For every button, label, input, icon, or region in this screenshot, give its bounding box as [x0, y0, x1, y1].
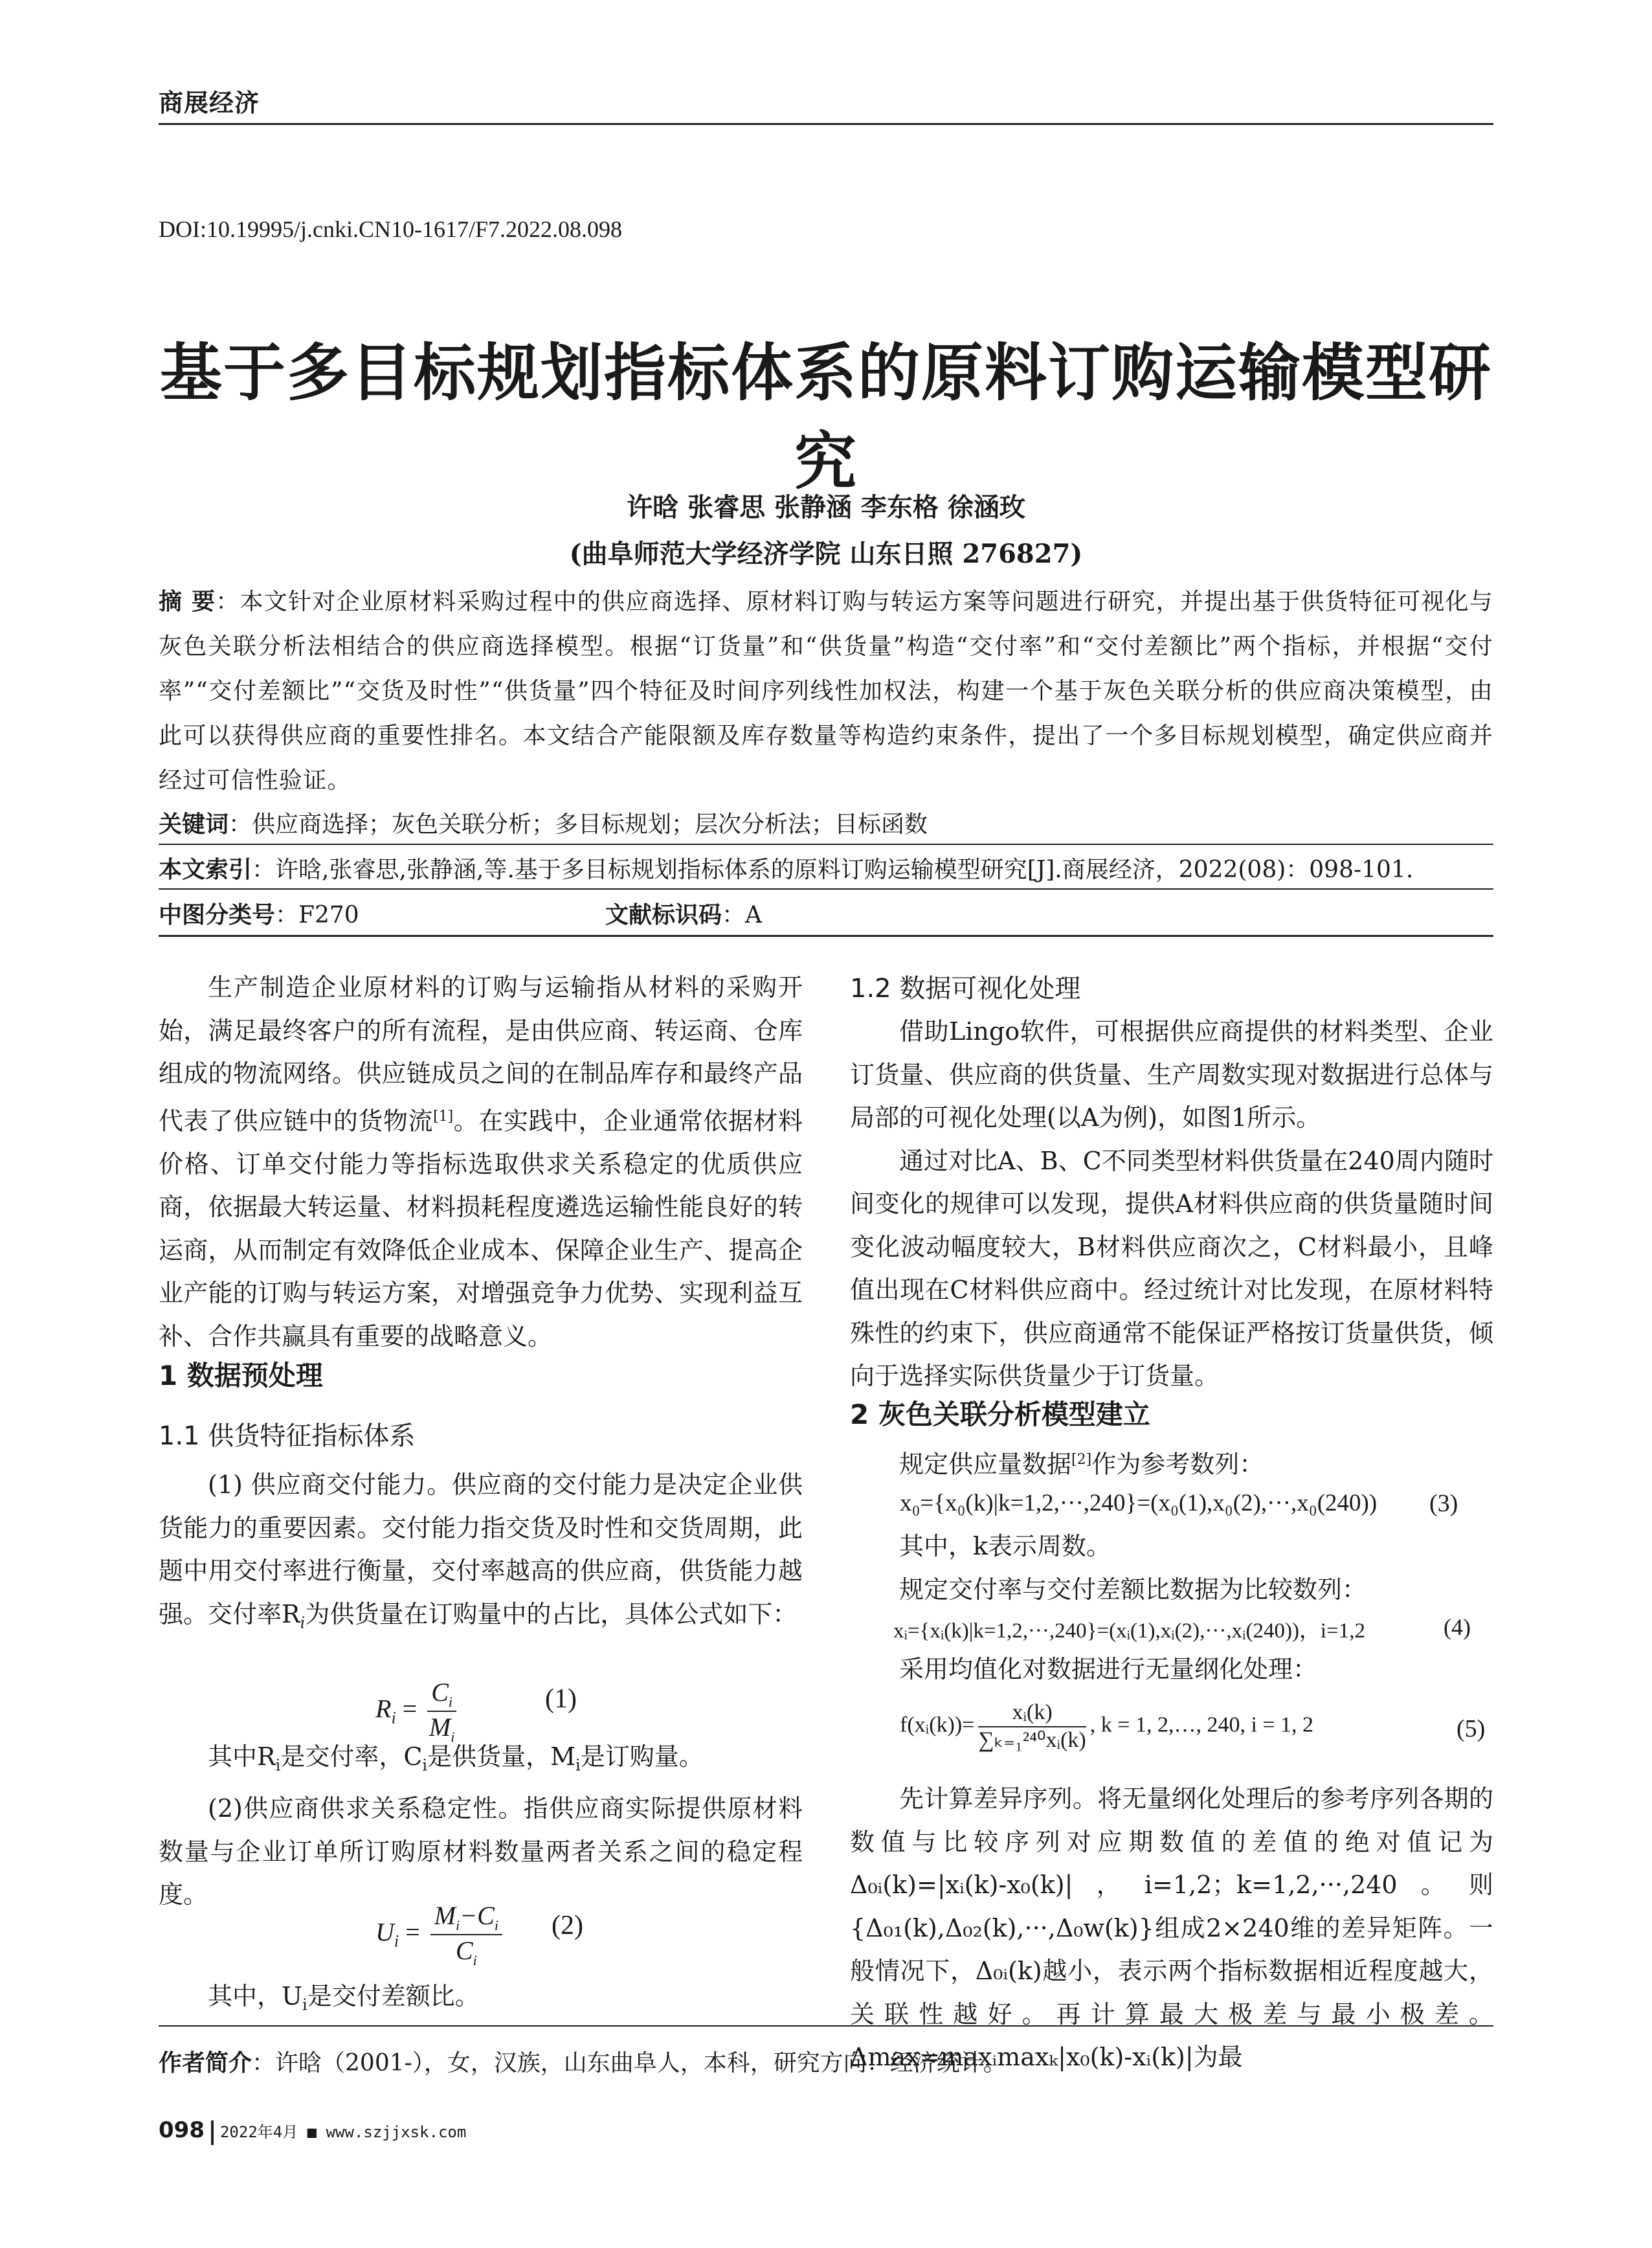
- abstract-text: ：本文针对企业原材料采购过程中的供应商选择、原材料订购与转运方案等问题进行研究，并提出基于供货特征可视化与灰色关联分析法相结合的供应商选择模型。根据“订货量”和“供货量”构造“交付率”和“交付差额比”两个指标，并根据“交付率”“交付差额比”“交货及时性”“供货量”四个特征及时间序列线性加权法，构建一个基于灰色关联分析的供应商决策模型，由此可以获得供应商的重要性排名。本文结合产能限额及库存数量等构造约束条件，提出了一个多目标规划模型，确定供应商并经过可信性验证。: [159, 589, 1493, 794]
- comparison-paragraph: 通过对比A、B、C不同类型材料供货量在240周内随时间变化的规律可以发现，提供A材料供应商的供货量随时间变化波动幅度较大，B材料供应商次之，C材料最小，且峰值出现在C材料供应商中。经过统计对比发现，在原材料特殊性的约束下，供应商通常不能保证严格按订货量供货，倾向于选择实际供货量少于订货量。: [850, 1146, 1493, 1390]
- journal-header: 商展经济: [159, 89, 260, 117]
- citation-label: 本文索引: [159, 857, 252, 883]
- equation-2-fraction: $\frac{M_i-C_i}{C_i}$: [430, 1900, 502, 1970]
- left-column-body-3: [159, 1975, 803, 2027]
- keywords: [159, 806, 928, 839]
- page-footer: [159, 2117, 466, 2145]
- equation-2: $U_i$ = $\frac{M_i-C_i}{C_i}$: [375, 1900, 506, 1970]
- keywords-text: ：供应商选择；灰色关联分析；多目标规划；层次分析法；目标函数: [229, 811, 928, 838]
- page-number: 098: [159, 2117, 205, 2143]
- stability-paragraph: (2)供应商供求关系稳定性。指供应商实际提供原材料数量与企业订单所订购原材料数量两者关系之间的稳定程度。: [159, 1794, 803, 1909]
- right-column-body-3: [850, 1648, 1493, 1691]
- keywords-label: 关键词: [159, 811, 229, 838]
- bio-rule: [159, 2025, 1493, 2027]
- equation-5-number: (5): [1457, 1715, 1486, 1742]
- bio-text: ：许晗（2001-），女，汉族，山东曲阜人，本科，研究方向：经济统计。: [252, 2050, 1007, 2076]
- left-column-body: [159, 1463, 803, 1645]
- right-column-body: [850, 1439, 1493, 1486]
- equation-1-fraction: $\frac{C_i}{M_i}$: [427, 1677, 456, 1746]
- comparison-series-paragraph: 规定交付率与交付差额比数据为比较数列：: [899, 1575, 1367, 1604]
- visualization-paragraph: 借助Lingo软件，可根据供应商提供的材料类型、企业订货量、供应商的供货量、生产周数实现对数据进行总体与局部的可视化处理(以A为例)，如图1所示。: [850, 1017, 1493, 1132]
- citation-rule-top: [159, 844, 1493, 845]
- week-definition-paragraph: 其中，k表示周数。: [899, 1532, 1111, 1560]
- variable-definition-paragraph: 其中$R_i$是交付率，$C_i$是供货量，$M_i$是订购量。: [208, 1742, 704, 1775]
- abstract: [159, 579, 1493, 803]
- clc-label: 中图分类号: [159, 902, 276, 928]
- right-column: [850, 1010, 1493, 1398]
- ui-definition-paragraph: 其中，$U_i$是交付差额比。: [208, 1982, 480, 2014]
- author-bio: [159, 2045, 1007, 2078]
- difference-sequence-paragraph: 先计算差异序列。将无量纲化处理后的参考序列各期的数值与比较序列对应期数值的差值的绝对值记为Δ₀ᵢ(k)=|xᵢ(k)-x₀(k)|，i=1,2；k=1,2,···,240。则{Δ₀₁(k),Δ₀₂(k),···,Δ₀w(k)}组成2×240维的差异矩阵。一般情况下，Δ₀ᵢ(k)越小，表示两个指标数据相近程度越大，关联性越好。再计算最大极差与最小极差。Δmax=maxᵢmaxₖ|x₀(k)-xᵢ(k)|为最: [850, 1784, 1493, 2071]
- left-column-body-2: [159, 1735, 803, 1916]
- clc-number: [159, 897, 359, 930]
- authors: 许晗 张睿思 张静涵 李东格 徐涵玫: [627, 492, 1025, 523]
- section-1-1-heading: 1.1 供货特征指标体系: [159, 1421, 416, 1451]
- equation-5: f(xᵢ(k))= $\frac{\text{xᵢ(k)}}{\text{∑ₖ₌₁²⁴⁰xᵢ(k)}}$ , k = 1, 2,…, 240, i = 1, 2: [900, 1700, 1313, 1754]
- normalization-paragraph: 采用均值化对数据进行无量纲化处理：: [899, 1655, 1318, 1683]
- citation-ref-2: [2]: [1071, 1452, 1092, 1468]
- document-code: [605, 897, 762, 930]
- citation-rule-bottom: [159, 888, 1493, 890]
- equation-3: x₀={x₀(k)|k=1,2,···,240}=(x₀(1),x₀(2),···,x₀(240)): [900, 1490, 1378, 1516]
- header-rule: [159, 123, 1493, 125]
- right-column-body-4: [850, 1777, 1493, 2079]
- section-1-heading: 1 数据预处理: [159, 1360, 323, 1391]
- paper-title: 基于多目标规划指标体系的原料订购运输模型研究: [160, 336, 1492, 498]
- equation-4: xᵢ={xᵢ(k)|k=1,2,···,240}=(xᵢ(1),xᵢ(2),···,xᵢ(240))，i=1,2: [893, 1619, 1365, 1643]
- delivery-capability-paragraph: (1) 供应商交付能力。供应商的交付能力是决定企业供货能力的重要因素。交付能力指交货及时性和交货周期，此题中用交付率进行衡量，交付率越高的供应商，供货能力越强。交付率$R_i$为供货量在订购量中的占比，具体公式如下：: [159, 1470, 803, 1632]
- equation-1: $R_i$ = $\frac{C_i}{M_i}$: [375, 1677, 460, 1746]
- equation-1-number: (1): [545, 1684, 577, 1714]
- footer-divider: [211, 2120, 214, 2145]
- body-rule: [159, 935, 1493, 937]
- abstract-label: 摘 要: [159, 589, 216, 615]
- equation-4-number: (4): [1444, 1614, 1471, 1640]
- intro-paragraph: 生产制造企业原材料的订购与运输指从材料的采购开始，满足最终客户的所有流程，是由供应商、转运商、仓库组成的物流网络。供应链成员之间的在制品库存和最终产品代表了供应链中的货物流[1]。在实践中，企业通常依据材料价格、订单交付能力等指标选取供求关系稳定的优质供应商，依据最大转运量、材料损耗程度遴选运输性能良好的转运商，从而制定有效降低企业成本、保障企业生产、提高企业产能的订购与转运方案，对增强竞争力优势、实现利益互补、合作共赢具有重要的战略意义。: [159, 973, 803, 1351]
- doc-code-text: ：A: [722, 902, 763, 928]
- citation-ref-1: [1]: [433, 1108, 454, 1125]
- left-column: [159, 966, 803, 1358]
- reference-series-paragraph: 规定供应量数据[2]作为参考数列：: [899, 1450, 1264, 1479]
- equation-3-number: (3): [1429, 1490, 1458, 1517]
- bio-label: 作者简介: [159, 2050, 252, 2076]
- citation: [159, 851, 1413, 884]
- clc-text: ：F270: [275, 902, 359, 928]
- doi: DOI:10.19995/j.cnki.CN10-1617/F7.2022.08.098: [159, 216, 622, 242]
- footer-date-url: 2022年4月 ■ www.szjjxsk.com: [219, 2123, 467, 2141]
- equation-5-fraction: $\frac{\text{xᵢ(k)}}{\text{∑ₖ₌₁²⁴⁰xᵢ(k)}}$: [978, 1700, 1086, 1752]
- doc-code-label: 文献标识码: [605, 902, 722, 928]
- section-2-heading: 2 灰色关联分析模型建立: [850, 1399, 1150, 1430]
- citation-text: ：许晗,张睿思,张静涵,等.基于多目标规划指标体系的原料订购运输模型研究[J].商展经济，2022(08)：098-101.: [252, 857, 1414, 883]
- section-1-2-heading: 1.2 数据可视化处理: [850, 974, 1081, 1004]
- right-column-body-2: [850, 1525, 1493, 1611]
- equation-2-number: (2): [552, 1911, 583, 1940]
- affiliation: (曲阜师范大学经济学院 山东日照 276827): [569, 539, 1083, 569]
